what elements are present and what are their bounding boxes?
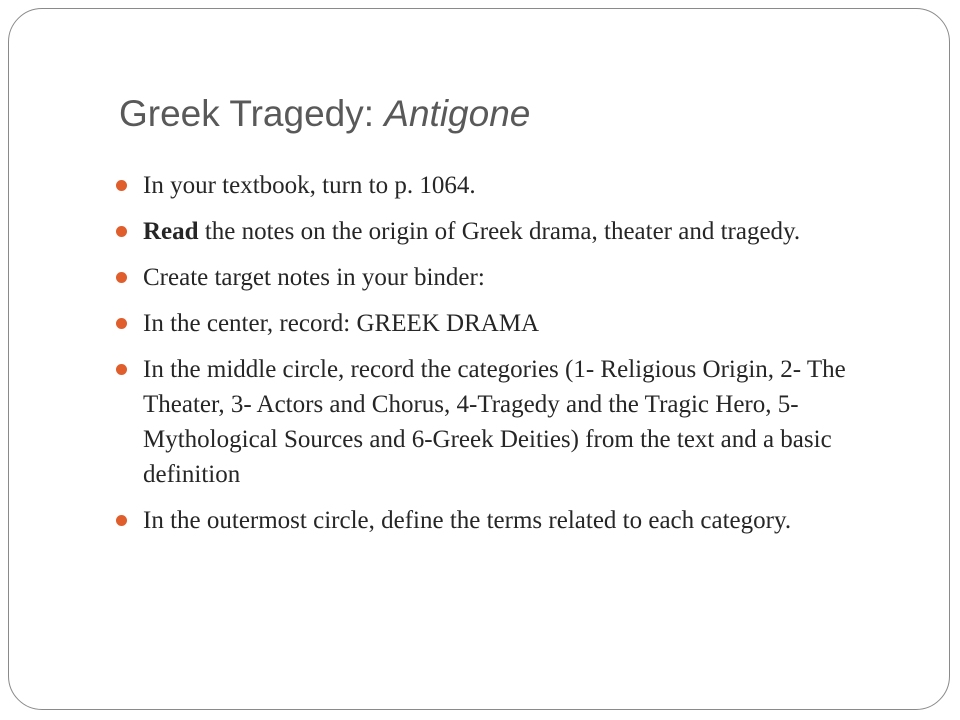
bullet-item	[143, 503, 903, 538]
bullet-item	[143, 306, 903, 341]
slide	[8, 8, 950, 710]
bullet-text: the notes on the origin of Greek drama, theater and tragedy.	[198, 218, 801, 245]
slide-title	[119, 93, 530, 135]
slide-title-main: Greek Tragedy:	[119, 93, 385, 134]
bullet-bold-text: Read	[143, 218, 199, 245]
bullet-item	[143, 214, 903, 249]
bullet-item	[143, 260, 903, 295]
bullet-text: Create target notes in your binder:	[143, 264, 485, 291]
bullet-list	[143, 168, 903, 549]
bullet-item	[143, 352, 903, 492]
bullet-text: In the outermost circle, define the terms related to each category.	[143, 507, 792, 534]
bullet-text: In the middle circle, record the categories (1- Religious Origin, 2- The Theater, 3- Actors and Chorus, 4-Tragedy and the Tragic Hero, 5- Mythological Sources and 6-Greek Deities) from the text and a basic definition	[143, 356, 846, 488]
bullet-text: In your textbook, turn to p. 1064.	[143, 172, 476, 199]
bullet-text: In the center, record: GREEK DRAMA	[143, 310, 540, 337]
slide-title-italic: Antigone	[384, 93, 531, 134]
bullet-item	[143, 168, 903, 203]
